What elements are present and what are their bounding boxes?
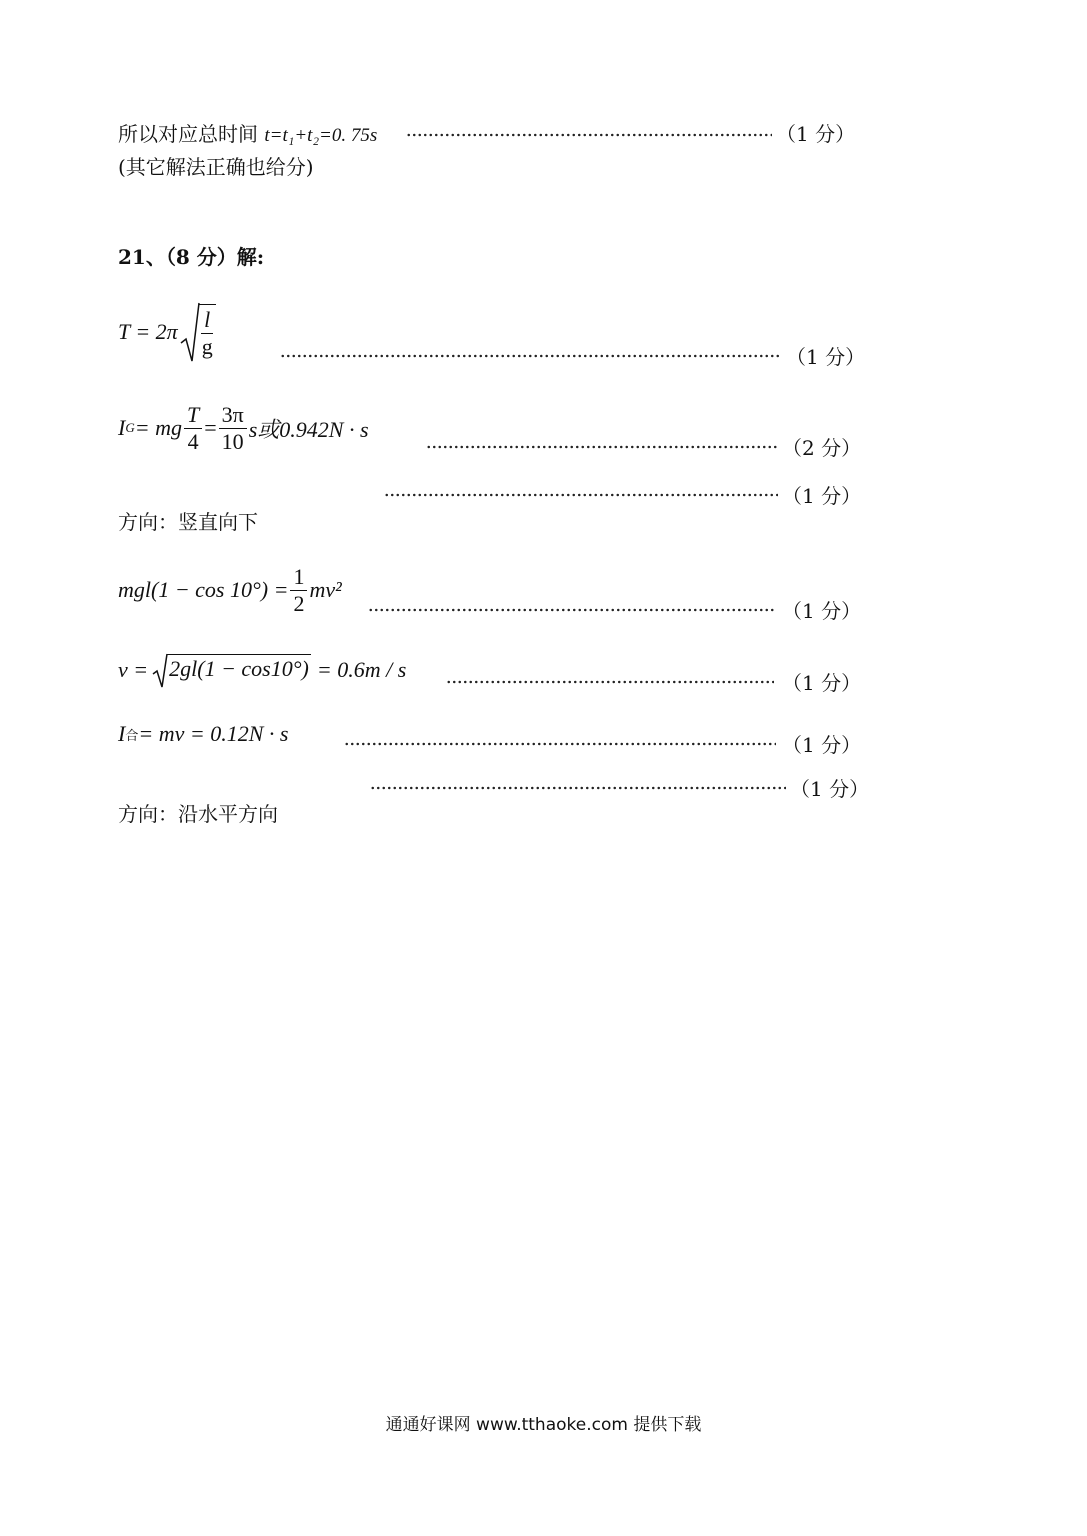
equation-velocity: [118, 650, 406, 690]
score-label: （1 分）: [790, 777, 870, 801]
score-label: （1 分）: [782, 599, 862, 623]
fraction-3pi-over-10: [219, 402, 247, 455]
equation-energy: [118, 560, 342, 620]
dotted-leader: [370, 784, 786, 792]
score-label: （1 分）: [786, 345, 866, 369]
question-heading: 21、（8 分）解:: [118, 245, 265, 269]
energy-lhs: mgl(1 − cos 10°) =: [118, 577, 289, 602]
footer-credit: 通通好课网 www.tthaoke.com 提供下载: [385, 1415, 702, 1435]
period-fraction: [199, 304, 216, 360]
score-label: （1 分）: [776, 122, 856, 146]
dotted-leader: [280, 352, 780, 360]
score-label: （1 分）: [782, 484, 862, 508]
net-impulse-rhs: = mv = 0.12N · s: [138, 721, 289, 746]
net-impulse-subscript: 合: [125, 728, 139, 744]
dotted-leader: [426, 443, 778, 451]
energy-rhs: mv²: [309, 577, 342, 602]
total-time-formula: t=t₁+t₂=0. 75s: [264, 125, 378, 146]
equation-period: [118, 300, 218, 364]
direction-horizontal: 方向：沿水平方向: [118, 802, 278, 826]
fraction-numerator: 3π: [219, 402, 247, 429]
impulse-value: s或0.942N · s: [248, 416, 369, 442]
velocity-rhs: = 0.6m / s: [316, 657, 407, 682]
fraction-denominator: 10: [221, 428, 244, 454]
dotted-leader: [368, 606, 776, 614]
equals-sign: =: [204, 415, 217, 440]
fraction-one-half: [290, 564, 307, 617]
impulse-subscript: G: [125, 420, 135, 435]
sqrt-sign-icon: [180, 301, 200, 363]
period-lhs: T = 2π: [118, 319, 178, 344]
impulse-mg: = mg: [134, 415, 182, 440]
score-label: （1 分）: [782, 733, 862, 757]
period-denominator: g: [201, 334, 213, 359]
total-time-label: 所以对应总时间: [118, 122, 258, 146]
dotted-leader: [344, 740, 776, 748]
sqrt-sign-icon: [152, 652, 168, 688]
fraction-numerator: T: [184, 402, 202, 429]
direction-vertical: 方向：竖直向下: [118, 510, 258, 534]
fraction-denominator: 2: [293, 590, 305, 616]
period-numerator: l: [201, 307, 213, 334]
total-time-line: [118, 122, 377, 148]
score-label: （1 分）: [782, 671, 862, 695]
dotted-leader: [406, 131, 772, 139]
dotted-leader: [384, 491, 778, 499]
velocity-radicand: 2gl(1 − cos10°): [169, 656, 309, 681]
equation-net-impulse: [118, 716, 288, 752]
dotted-leader: [446, 678, 774, 686]
net-impulse-symbol: I: [118, 721, 126, 746]
fraction-numerator: 1: [290, 564, 307, 591]
note-other-methods: (其它解法正确也给分): [118, 155, 314, 179]
velocity-lhs: v =: [118, 657, 149, 682]
fraction-denominator: 4: [187, 428, 199, 454]
equation-gravity-impulse: [118, 398, 369, 458]
fraction-t-over-4: [184, 402, 202, 455]
impulse-symbol: I: [118, 415, 126, 440]
score-label: （2 分）: [782, 436, 862, 460]
